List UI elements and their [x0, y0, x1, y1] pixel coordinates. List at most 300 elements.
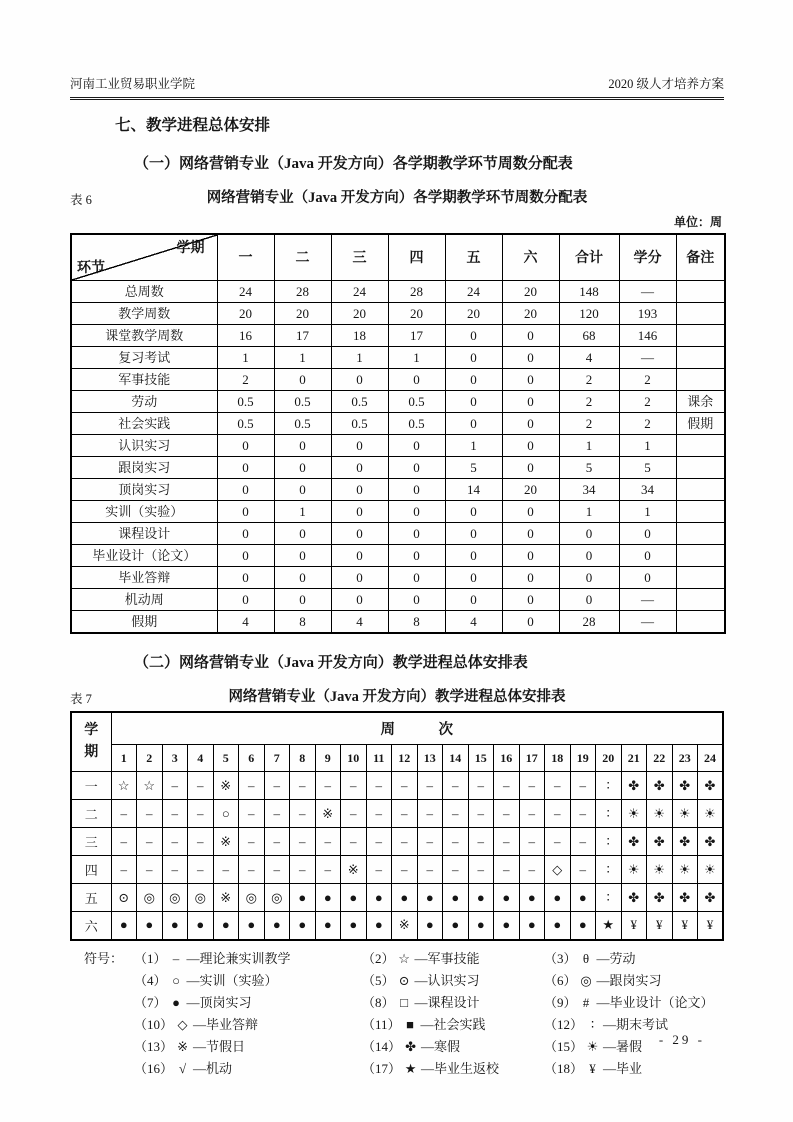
- table6-cell: 0: [388, 500, 445, 522]
- legend-item-number: （16）: [134, 1060, 174, 1076]
- table7-week-cell: ∶: [596, 800, 622, 828]
- table6-cell: 0: [502, 544, 559, 566]
- table7-week-number: 6: [239, 745, 265, 772]
- table6-cell: 1: [445, 434, 502, 456]
- table7-week-cell: –: [239, 828, 265, 856]
- table7-week-cell: –: [162, 856, 188, 884]
- table7-semester-label: 三: [71, 828, 111, 856]
- table7-semester-header: [71, 712, 111, 772]
- table7-week-cell: ✤: [698, 772, 724, 800]
- table6-cell: 0: [502, 368, 559, 390]
- table7-week-cell: –: [264, 856, 290, 884]
- legend-item-desc: —实训（实验）: [186, 972, 278, 988]
- legend-item-number: （2）: [362, 950, 395, 966]
- table7-week-cell: ●: [366, 912, 392, 940]
- legend-item-symbol: –: [172, 950, 180, 966]
- legend-item: [544, 1017, 724, 1034]
- table6-col-header: 备注: [676, 234, 725, 280]
- table6-diagonal-corner-cell: [71, 234, 217, 280]
- table6-cell: 0: [619, 544, 676, 566]
- table6-cell: 0: [274, 544, 331, 566]
- legend-item-desc: —课程设计: [414, 994, 480, 1010]
- symbol-legend: [84, 951, 724, 1078]
- table7-week-number: 24: [698, 745, 724, 772]
- table6-row: [71, 522, 725, 544]
- table7-week-cell: ●: [443, 884, 469, 912]
- legend-grid: [134, 951, 724, 1078]
- table6-cell: 0: [274, 566, 331, 588]
- table6-cell: 20: [502, 280, 559, 302]
- legend-item-number: （18）: [544, 1060, 584, 1076]
- legend-item-desc: —毕业: [603, 1060, 643, 1076]
- table6-cell: 28: [559, 610, 619, 633]
- table7-week-cell: –: [162, 772, 188, 800]
- table7-week-cell: ●: [290, 884, 316, 912]
- table7-week-cell: –: [264, 828, 290, 856]
- table7-week-cell: ●: [570, 884, 596, 912]
- table6-cell: 0: [388, 478, 445, 500]
- table7-week-cell: –: [519, 828, 545, 856]
- table6-col-header: 一: [217, 234, 274, 280]
- table6-row: [71, 368, 725, 390]
- page-number: - 29 -: [658, 1032, 705, 1047]
- table7-week-cell: ●: [545, 884, 571, 912]
- table7-week-cell: –: [162, 800, 188, 828]
- table6-cell: 68: [559, 324, 619, 346]
- table7-week-cell: –: [392, 828, 418, 856]
- table7-week-cell: –: [392, 856, 418, 884]
- table6-cell: 14: [445, 478, 502, 500]
- table7-week-cell: –: [366, 800, 392, 828]
- legend-item-desc: —顶岗实习: [186, 994, 252, 1010]
- legend-item-number: （10）: [134, 1016, 174, 1032]
- table7-week-cell: ∶: [596, 856, 622, 884]
- legend-item-symbol: ※: [177, 1038, 188, 1054]
- table7-week-cell: ✤: [672, 772, 698, 800]
- table6-cell: 0: [502, 500, 559, 522]
- page-header: [70, 74, 724, 100]
- table7-week-cell: ※: [213, 884, 239, 912]
- legend-item-desc: —寒假: [421, 1038, 461, 1054]
- table7-week-cell: –: [213, 856, 239, 884]
- table6-cell: 0: [331, 588, 388, 610]
- table7-week-number: 16: [494, 745, 520, 772]
- table7-row: [71, 828, 723, 856]
- table6-cell: 0: [331, 478, 388, 500]
- table6-cell: 2: [559, 412, 619, 434]
- table6-cell: 2: [217, 368, 274, 390]
- table6-row-label: 机动周: [71, 588, 217, 610]
- table6-cell: 0: [274, 434, 331, 456]
- legend-prefix: 符号：: [84, 950, 124, 966]
- table6-cell: [676, 302, 725, 324]
- table7-week-cell: ●: [468, 884, 494, 912]
- legend-item-desc: —节假日: [193, 1038, 246, 1054]
- table7-week-cell: ●: [392, 884, 418, 912]
- table6-cell: 0: [217, 522, 274, 544]
- table6-row-label: 课程设计: [71, 522, 217, 544]
- table6-cell: 0: [445, 368, 502, 390]
- table6-cell: 5: [559, 456, 619, 478]
- table6-cell: 0.5: [331, 412, 388, 434]
- table6-cell: 148: [559, 280, 619, 302]
- table6-cell: 0: [274, 368, 331, 390]
- table7-week-cell: ✤: [621, 772, 647, 800]
- table6-row: [71, 566, 725, 588]
- table6-cell: 193: [619, 302, 676, 324]
- table6-col-header: 合计: [559, 234, 619, 280]
- legend-item-number: （12）: [544, 1016, 584, 1032]
- table6-cell: 16: [217, 324, 274, 346]
- legend-item-desc: —社会实践: [420, 1016, 486, 1032]
- table6-caption: [70, 188, 724, 208]
- table6-cell: 20: [331, 302, 388, 324]
- table6-cell: 0: [217, 478, 274, 500]
- table7-week-cell: ●: [290, 912, 316, 940]
- table6-row-label: 劳动: [71, 390, 217, 412]
- table7-week-cell: ⊙: [111, 884, 137, 912]
- table7-week-cell: –: [417, 828, 443, 856]
- table6-cell: 0: [217, 456, 274, 478]
- table6-cell: 0: [502, 522, 559, 544]
- table6-cell: 4: [559, 346, 619, 368]
- table6-cell: 0.5: [274, 412, 331, 434]
- legend-item-symbol: □: [400, 994, 408, 1010]
- legend-item-desc: —期末考试: [603, 1016, 669, 1032]
- table7-week-number: 4: [188, 745, 214, 772]
- table6-cell: 1: [559, 500, 619, 522]
- table6-cell: 0: [445, 390, 502, 412]
- table7-row: [71, 800, 723, 828]
- table7-week-cell: ◎: [264, 884, 290, 912]
- table7-week-cell: ✤: [698, 884, 724, 912]
- table7-week-cell: ◎: [188, 884, 214, 912]
- table6-cell: —: [619, 610, 676, 633]
- table7-week-cell: –: [494, 800, 520, 828]
- table7-week-cell: ✤: [672, 828, 698, 856]
- table7-week-cell: ☀: [621, 856, 647, 884]
- table6-cell: 0: [331, 500, 388, 522]
- table7-week-number: 23: [672, 745, 698, 772]
- table7-row: [71, 856, 723, 884]
- legend-item-number: （4）: [134, 972, 167, 988]
- legend-item-number: （11）: [362, 1016, 401, 1032]
- table6-row: [71, 588, 725, 610]
- table7-week-number: 3: [162, 745, 188, 772]
- corner-label-phase: 环节: [77, 260, 105, 276]
- table7-week-cell: ※: [315, 800, 341, 828]
- table6-cell: 5: [619, 456, 676, 478]
- table6-cell: 24: [445, 280, 502, 302]
- section-heading: 七、教学进程总体安排: [115, 117, 271, 134]
- table6-cell: 34: [559, 478, 619, 500]
- legend-item-number: （15）: [544, 1038, 584, 1054]
- table6-cell: 0: [217, 434, 274, 456]
- legend-item-desc: —毕业生返校: [421, 1060, 500, 1076]
- table6-cell: 4: [217, 610, 274, 633]
- table7-week-cell: ★: [596, 912, 622, 940]
- table7-week-cell: ●: [494, 884, 520, 912]
- table6-cell: 17: [274, 324, 331, 346]
- table7-week-cell: –: [366, 828, 392, 856]
- table6-cell: 0: [445, 412, 502, 434]
- table7-week-cell: –: [443, 856, 469, 884]
- table7-week-cell: –: [392, 800, 418, 828]
- table6-row: [71, 500, 725, 522]
- table6-cell: 18: [331, 324, 388, 346]
- table6-cell: 0.5: [217, 412, 274, 434]
- table6-cell: 0: [274, 588, 331, 610]
- legend-item: [362, 951, 544, 968]
- table7-schedule-table: [70, 711, 724, 941]
- table7-week-cell: ☆: [111, 772, 137, 800]
- table7-week-number: 11: [366, 745, 392, 772]
- table7-week-cell: –: [494, 856, 520, 884]
- table7-week-cell: –: [494, 828, 520, 856]
- table7-week-number: 7: [264, 745, 290, 772]
- table6-row-label: 复习考试: [71, 346, 217, 368]
- legend-item-number: （5）: [362, 972, 395, 988]
- legend-item-symbol: ∶: [590, 1016, 595, 1032]
- table7-week-cell: ●: [213, 912, 239, 940]
- table7-week-cell: ●: [341, 884, 367, 912]
- table6-row-label: 总周数: [71, 280, 217, 302]
- table7-week-cell: –: [239, 772, 265, 800]
- table6-cell: 17: [388, 324, 445, 346]
- table7-week-cell: ✤: [621, 884, 647, 912]
- table7-semester-label: 五: [71, 884, 111, 912]
- table7-week-cell: –: [443, 828, 469, 856]
- table7-semester-label: 四: [71, 856, 111, 884]
- table6-semester-weeks-table: [70, 233, 726, 634]
- table6-cell: 1: [331, 346, 388, 368]
- table6-cell: [676, 610, 725, 633]
- legend-item-desc: —暑假: [603, 1038, 643, 1054]
- table7-week-cell: ◎: [137, 884, 163, 912]
- table6-cell: [676, 456, 725, 478]
- table7-week-cell: ∶: [596, 884, 622, 912]
- table6-row-label: 社会实践: [71, 412, 217, 434]
- table6-cell: 20: [445, 302, 502, 324]
- table6-row: [71, 544, 725, 566]
- table6-cell: 0: [217, 566, 274, 588]
- table7-week-cell: –: [468, 800, 494, 828]
- table7-week-cell: –: [443, 800, 469, 828]
- table6-cell: 0.5: [217, 390, 274, 412]
- table7-week-number: 21: [621, 745, 647, 772]
- table7-week-cell: ☀: [647, 800, 673, 828]
- table7-week-cell: ∶: [596, 828, 622, 856]
- table6-cell: 0: [445, 588, 502, 610]
- table6-cell: 0: [619, 566, 676, 588]
- table6-row-label: 毕业设计（论文）: [71, 544, 217, 566]
- table7-week-cell: –: [188, 856, 214, 884]
- table6-col-header: 二: [274, 234, 331, 280]
- table7-week-number: 20: [596, 745, 622, 772]
- table7-week-cell: ¥: [698, 912, 724, 940]
- table6-cell: 1: [388, 346, 445, 368]
- legend-item-symbol: ⊙: [398, 972, 410, 988]
- table6-cell: 0: [502, 324, 559, 346]
- table7-week-cell: ●: [468, 912, 494, 940]
- legend-item-desc: —认识实习: [414, 972, 480, 988]
- table7-week-cell: ●: [188, 912, 214, 940]
- table6-cell: 0.5: [388, 390, 445, 412]
- table6-cell: 0: [619, 522, 676, 544]
- table7-week-cell: ●: [341, 912, 367, 940]
- table7-week-cell: ✤: [647, 772, 673, 800]
- table7-week-cell: –: [417, 800, 443, 828]
- table7-week-cell: ●: [519, 884, 545, 912]
- table7-week-cell: ¥: [672, 912, 698, 940]
- table7-semester-label: 二: [71, 800, 111, 828]
- table7-week-cell: –: [264, 772, 290, 800]
- legend-item: [362, 995, 544, 1012]
- table7-week-cell: –: [111, 856, 137, 884]
- table7-week-cell: –: [341, 800, 367, 828]
- table6-cell: 0: [502, 588, 559, 610]
- table7-week-cell: ¥: [621, 912, 647, 940]
- table6-cell: 0: [502, 566, 559, 588]
- table7-week-cell: –: [111, 828, 137, 856]
- table6-title: 网络营销专业（Java 开发方向）各学期教学环节周数分配表: [206, 190, 588, 206]
- table7-week-cell: –: [162, 828, 188, 856]
- table6-row-label: 教学周数: [71, 302, 217, 324]
- legend-item: [362, 1061, 544, 1078]
- table7-week-cell: ✤: [621, 828, 647, 856]
- table7-row: [71, 772, 723, 800]
- table7-week-cell: ※: [341, 856, 367, 884]
- table7-week-cell: ✤: [647, 828, 673, 856]
- table7-week-cell: –: [468, 772, 494, 800]
- legend-item-number: （6）: [544, 972, 577, 988]
- table6-cell: [676, 566, 725, 588]
- table7-week-cell: –: [137, 800, 163, 828]
- table6-cell: 0: [274, 522, 331, 544]
- table7-week-cell: –: [290, 828, 316, 856]
- table6-cell: 0: [559, 544, 619, 566]
- legend-item-symbol: ✤: [405, 1038, 416, 1054]
- table7-week-cell: ✤: [647, 884, 673, 912]
- legend-item: [544, 973, 724, 990]
- table6-cell: 20: [388, 302, 445, 324]
- table7-week-header: 周 次: [111, 712, 723, 745]
- table7-week-number: 14: [443, 745, 469, 772]
- table6-cell: 0: [559, 522, 619, 544]
- table6-cell: 0: [502, 390, 559, 412]
- table6-cell: 0: [331, 544, 388, 566]
- table7-week-cell: ●: [239, 912, 265, 940]
- table7-row: [71, 884, 723, 912]
- table6-cell: 1: [559, 434, 619, 456]
- table6-cell: 8: [388, 610, 445, 633]
- subsection1-heading: （一）网络营销专业（Java 开发方向）各学期教学环节周数分配表: [134, 156, 573, 172]
- table6-cell: 0: [331, 456, 388, 478]
- table6-cell: 1: [217, 346, 274, 368]
- table6-row: [71, 456, 725, 478]
- table7-week-cell: –: [111, 800, 137, 828]
- table7-semester-label: 一: [71, 772, 111, 800]
- table6-cell: 0: [331, 522, 388, 544]
- table7-week-cell: ●: [443, 912, 469, 940]
- table7-week-cell: ●: [417, 912, 443, 940]
- table7-week-cell: –: [239, 800, 265, 828]
- table7-week-cell: ☀: [672, 856, 698, 884]
- table6-cell: 4: [331, 610, 388, 633]
- table7-week-number: 18: [545, 745, 571, 772]
- table7-week-number: 17: [519, 745, 545, 772]
- table6-cell: 2: [619, 412, 676, 434]
- table7-week-cell: ●: [570, 912, 596, 940]
- legend-item-symbol: ¥: [589, 1060, 596, 1076]
- table7-week-cell: –: [239, 856, 265, 884]
- table7-week-number: 15: [468, 745, 494, 772]
- table6-row-label: 跟岗实习: [71, 456, 217, 478]
- table7-row: [71, 912, 723, 940]
- table7-week-cell: ✤: [672, 884, 698, 912]
- header-plan-name: 2020 级人才培养方案: [608, 77, 724, 91]
- table7-week-cell: –: [443, 772, 469, 800]
- legend-item: [134, 951, 362, 968]
- table7-week-number: 10: [341, 745, 367, 772]
- table6-cell: 0: [217, 588, 274, 610]
- table6-cell: 0: [331, 566, 388, 588]
- table6-cell: 0: [502, 346, 559, 368]
- legend-item-desc: —毕业设计（论文）: [596, 994, 714, 1010]
- table6-cell: 0: [331, 368, 388, 390]
- semester-header-label: 学期: [84, 723, 99, 760]
- table6-cell: 0: [388, 522, 445, 544]
- table7-week-cell: –: [494, 772, 520, 800]
- table6-cell: [676, 434, 725, 456]
- table6-cell: 24: [331, 280, 388, 302]
- table7-week-cell: –: [570, 772, 596, 800]
- table7-week-cell: ●: [137, 912, 163, 940]
- table6-row: [71, 302, 725, 324]
- table7-week-number: 9: [315, 745, 341, 772]
- table7-week-cell: ※: [392, 912, 418, 940]
- table6-row: [71, 610, 725, 633]
- table6-cell: 0: [559, 566, 619, 588]
- table6-cell: 0: [388, 434, 445, 456]
- table6-row: [71, 478, 725, 500]
- subsection2-heading: （二）网络营销专业（Java 开发方向）教学进程总体安排表: [134, 654, 528, 671]
- table6-cell: [676, 324, 725, 346]
- table6-cell: 0: [502, 412, 559, 434]
- legend-item-number: （17）: [362, 1060, 402, 1076]
- table6-cell: [676, 544, 725, 566]
- table6-cell: [676, 500, 725, 522]
- table6-cell: 34: [619, 478, 676, 500]
- table7-week-cell: ●: [162, 912, 188, 940]
- table7-week-cell: –: [519, 856, 545, 884]
- table7-week-cell: ●: [494, 912, 520, 940]
- table6-row-label: 课堂教学周数: [71, 324, 217, 346]
- legend-item-symbol: #: [582, 994, 590, 1010]
- table7-week-number: 8: [290, 745, 316, 772]
- table6-cell: 20: [502, 302, 559, 324]
- table7-label: 表 7: [70, 691, 92, 706]
- table7-week-cell: ●: [519, 912, 545, 940]
- table7-week-cell: –: [468, 828, 494, 856]
- table6-cell: [676, 368, 725, 390]
- table6-cell: [676, 522, 725, 544]
- table7-week-cell: –: [290, 856, 316, 884]
- table6-cell: 0: [559, 588, 619, 610]
- table7-week-cell: ※: [213, 828, 239, 856]
- table7-week-cell: ●: [264, 912, 290, 940]
- table6-row: [71, 346, 725, 368]
